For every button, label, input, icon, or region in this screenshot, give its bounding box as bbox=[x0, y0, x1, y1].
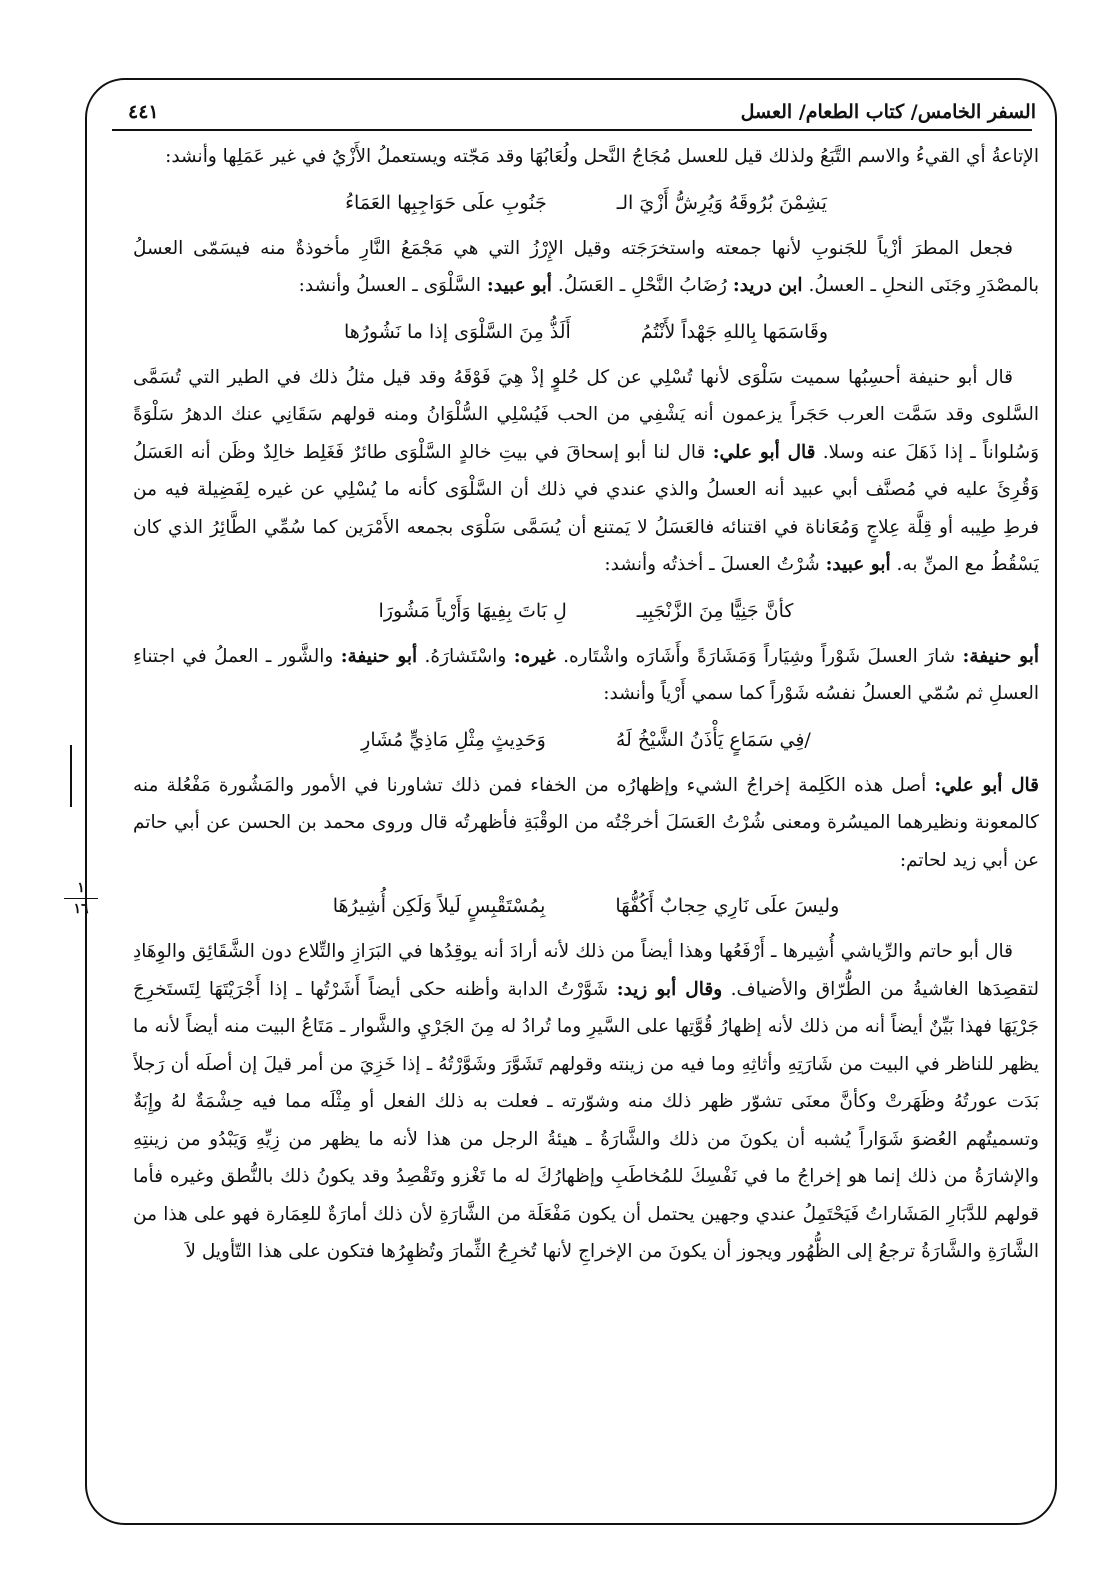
narrator-abu-ali: قال أبو علي: bbox=[712, 441, 816, 463]
verse-4-second-hemistich: وَحَدِيثٍ مِثْلِ مَاذِيٍّ مُشَارِ bbox=[361, 728, 546, 751]
margin-note-top: ١ bbox=[77, 880, 85, 896]
paragraph-1: الإتاعةُ أي القيءُ والاسم التَّبَعُ ولذلك قيل للعسل مُجَاجُ النَّحل ولُعَابُهَا وقد مَجّته ويستعملُ الأَزْيُ في غير عَمَلِها وأنشد: bbox=[165, 146, 1039, 167]
paragraph-6-text-b: شَوَّرْتُ الدابة وأظنه حكى أيضاً أَشَرْتُها ـ إذا أَجْرَيْتَهَا لِتَستَخرِجَ جَرْيَهَا فهذا بَيِّنٌ أيضاً أنه من ذلك لأنه إظهارُ قُوَّتِها على السَّيرِ وما تُرادُ له مِنَ الجَرْيِ والشَّوار ـ مَتَاعُ البيت منه أيضاً لأنه ما يظهر للناظر في البيت من شَارَتِهِ وأثاثِهِ وما فيه من زينته وقولهم تَشَوَّرَ وشَوَّرْتُهُ ـ إذا خَزِيَ من أمر قيلَ إن أصلَه أن رَجلاً بَدَت عورتُهُ وظَهَرتْ وكأنَّ معنَى تشوّر ظهر ذلك منه وشوّرته ـ فعلت به ذلك الفعل أو مِثْلَه مما فيه حِشْمَةٌ لهُ وإِبَةٌ وتسميتُهم العُضوَ شَوَاراً يُشبه أن يكونَ من ذلك والشَّارَةُ ـ هيئةُ الرجل من هذا لأنه ما يظهر من زِيِّهِ وَيَبْدُو من زينتِهِ والإشارَةُ من ذلك إنما هو إخراجُ ما في نَفْسِكَ للمُخاطَبِ وإظهارُكَ له ما تَغْزو وتَقْصِدُ وقد يكونُ ذلك بالنُّطق وغيره فأما قولهم للدَّبَارِ المَشَاراتُ فَيَحْتَمِلُ عندي وجهين يحتمل أن يكون مَفْعَلَة من الشَّارَةِ لأن ذلك أمارَةٌ للعِمَارة فهو على هذا من الشَّارَةِ والشَّارَةُ ترجعُ إلى الظُّهُور ويجوز أن يكونَ من الإخراجِ لأنها تُخرِجُ الثِّمارَ وتُظهِرُها فتكون على هذا التّأويل لاَ bbox=[133, 978, 1039, 1262]
narrator-abu-hanifa-2: أبو حنيفة: bbox=[340, 645, 418, 667]
paragraph-4-text-b: واسْتَشارَهُ. bbox=[424, 645, 507, 667]
narrator-abu-hanifa: أبو حنيفة: bbox=[962, 645, 1039, 667]
verse-1-first-hemistich: يَشِمْنَ بُرُوقَهُ وَيُرِشُّ أَزْيَ الـ bbox=[616, 191, 827, 214]
header-rule bbox=[112, 129, 1032, 131]
verse-3-first-hemistich: كأنَّ جَنِيًّا مِنَ الزَّنْجَبِيـ bbox=[636, 599, 794, 622]
paragraph-4-text-a: شارَ العسلَ شَوْراً وشِيَاراً وَمَشَارَةً وأَشَارَه واشْتَاره. bbox=[563, 645, 956, 667]
verse-5 bbox=[133, 885, 1039, 927]
narrator-abu-ali-2: قال أبو علي: bbox=[934, 774, 1039, 796]
verse-2 bbox=[133, 311, 1039, 353]
paragraph-4 bbox=[133, 638, 1039, 713]
paragraph-5-text-a: أصل هذه الكَلِمة إخراجُ الشيء وإظهارُه من الخفاء فمن ذلك تشاورنا في الأمور والمَشُورة مَفْعُلة منه كالمعونة ونظيرهما الميسُرة ومعنى شُرْتُ العَسَلَ أخرجْتُه من الوقْبَةِ فأظهرتُه قال وروى محمد بن الحسن عن أبي حاتم عن أبي زيد لحاتم: bbox=[133, 774, 1039, 871]
paragraph-3-text-b: قال لنا أبو إسحاقَ في بيتِ خالدٍ السَّلْوَى طائرٌ فَغَلِط خالِدٌ وظَن أنه العَسَلُ وَقُرِئَ عليه في مُصنَّف أبي عبيد أنه العسلُ والذي عندي في ذلك أن السَّلْوَى كأنه ما يُسْلِي عن غيره لِفَضِيلة فيه من فرطِ طِيبه أو قِلَّة عِلاجٍ وَمُعَاناة في اقتنائه فالعَسَلُ لا يَمتنع أن يُسَمَّى سَلْوَى بجمعه الأَمْرَين كما سُمِّي الطَّائِرُ الذي كان يَسْقُطُ مع المنِّ به. bbox=[133, 441, 1039, 575]
page-header bbox=[128, 96, 1036, 128]
paragraph-2-text-a: فجعل المطرَ أزْياً للجَنوبِ لأنها جمعته واستخرَجَته وقيل الإِرْزُ التي هي مَجْمَعُ النَّارِ مأخوذةٌ منه فيسَمّى العسلُ بالمصْدَرِ وجَنَى النحلِ ـ العسلُ. bbox=[133, 237, 1039, 296]
verse-1 bbox=[133, 182, 1039, 224]
narrator-ibn-durayd: ابن دريد: bbox=[732, 275, 803, 296]
paragraph-2-text-c: السَّلْوَى ـ العسلُ وأنشد: bbox=[298, 275, 482, 296]
margin-vertical-mark bbox=[70, 745, 72, 807]
narrator-ghayruhu: غيره: bbox=[513, 645, 556, 667]
paragraph-2 bbox=[133, 230, 1039, 305]
verse-1-second-hemistich: جَنُوبِ علَى حَوَاجِبِها العَمَاءُ bbox=[345, 191, 547, 214]
verse-5-second-hemistich: بِمُسْتَقْبِسٍ لَيلاً وَلَكِن أُشِيرُهَا bbox=[332, 895, 546, 917]
verse-3 bbox=[133, 590, 1039, 632]
paragraph-6 bbox=[133, 933, 1039, 1271]
main-text bbox=[133, 138, 1039, 1498]
verse-3-second-hemistich: لِ بَاتَ بِفِيهَا وَأَرْياً مَشُورَا bbox=[378, 599, 567, 622]
paragraph-6-text-a: قال أبو حاتم والرِّياشي أُشِيرها ـ أَرْفَعُها وهذا أيضاً من ذلك لأنه أرادَ أنه يوقِدُها في البَرَازِ والتِّلاع دون الشَّقَائِق والوِهَادِ لتقصِدَها الغاشيةُ من الطُّرّاق والأضياف. bbox=[133, 941, 1039, 1000]
margin-folio-note bbox=[64, 880, 98, 917]
verse-2-second-hemistich: أَلَذُّ مِنَ السَّلْوَى إذا ما نَشُورُها bbox=[343, 320, 571, 343]
verse-2-first-hemistich: وقَاسَمَها بِاللهِ جَهْداً لأَنْتُمُ bbox=[640, 320, 829, 343]
running-title: السفر الخامس/ كتاب الطعام/ العسل bbox=[740, 101, 1036, 123]
page-number: ٤٤١ bbox=[128, 101, 159, 123]
paragraph-3-text-c: شُرْتُ العسلَ ـ أخذتُه وأنشد: bbox=[604, 554, 820, 575]
paragraph-4-text-c: والشَّور ـ العملُ في اجتناءِ العسلِ ثم سُمّي العسلُ نفسُه شَوْراً كما سمي أَرْياً وأنشد: bbox=[133, 645, 1039, 704]
paragraph-3-text-a: قال أبو حنيفة أحسِبُها سميت سَلْوَى لأنها تُسْلِي عن كل حُلوٍ إذْ هِيَ فَوْقَهُ وقد قيل مثلُ ذلك في الطير التي تُسَمَّى السَّلوى وقد سَمَّت العرب حَجَراً يزعمون أنه يَشْفِي من الحب فَيُسْلِي السُّلْوَانُ ومنه قولهم سَقَانِي عنك الدهرُ سَلْوَةً وَسُلواناً ـ إذا ذَهَلَ عنه وسلا. bbox=[133, 366, 1039, 463]
narrator-abu-zayd: وقال أبو زيد: bbox=[616, 978, 723, 1000]
margin-note-rule bbox=[64, 898, 98, 899]
verse-4-first-hemistich: /فِي سَمَاعٍ يَأْذَنُ الشَّيْخُ لَهُ bbox=[615, 728, 811, 751]
paragraph-2-text-b: رُضَابُ النَّحْلِ ـ العَسَلُ. bbox=[557, 275, 727, 296]
verse-5-first-hemistich: وليسَ علَى نَارِي حِجابٌ أَكُفُّهَا bbox=[615, 895, 840, 917]
narrator-abu-ubayd-2: أبو عبيد: bbox=[825, 554, 891, 575]
paragraph-5 bbox=[133, 767, 1039, 880]
narrator-abu-ubayd: أبو عبيد: bbox=[486, 275, 552, 296]
paragraph-3 bbox=[133, 359, 1039, 584]
margin-note-bottom: ١٦ bbox=[73, 901, 89, 917]
verse-4 bbox=[133, 719, 1039, 761]
